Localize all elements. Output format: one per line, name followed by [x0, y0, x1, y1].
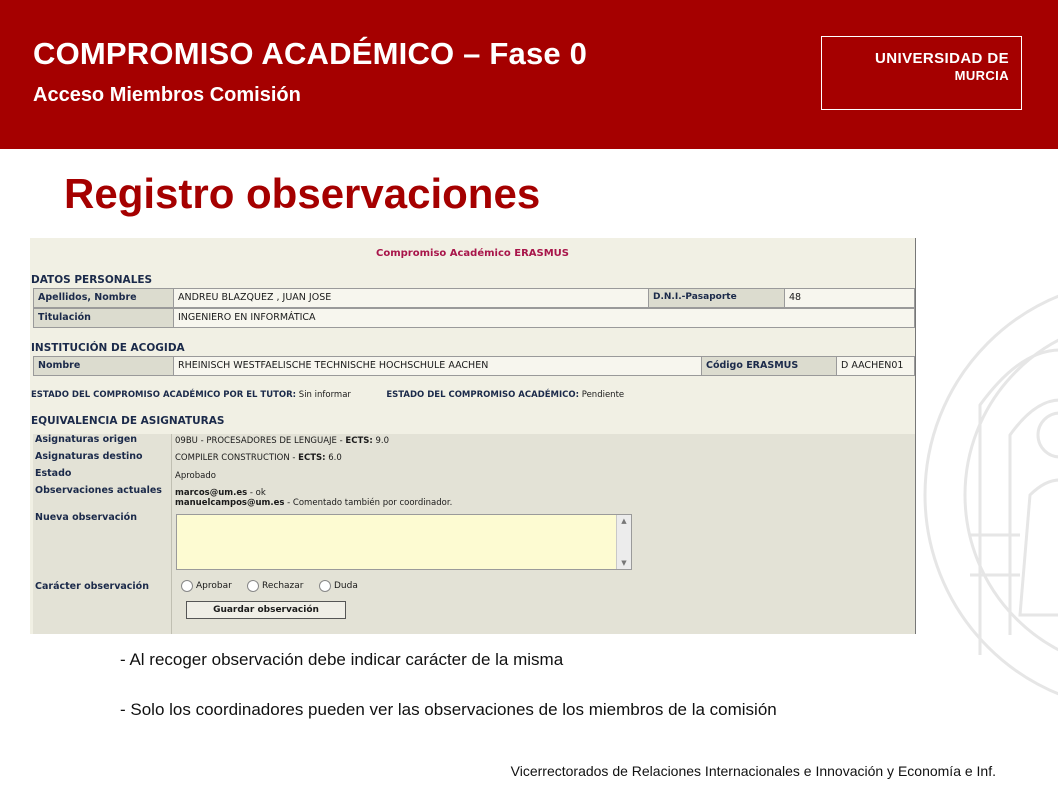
slide-title: COMPROMISO ACADÉMICO – Fase 0	[33, 36, 588, 71]
titulacion-row	[33, 308, 915, 328]
note-1: - Al recoger observación debe indicar carácter de la misma	[120, 650, 564, 669]
scroll-up-icon[interactable]: ▲	[621, 517, 627, 525]
codigo-label: Código ERASMUS	[702, 357, 837, 375]
obs1-text: - ok	[249, 488, 266, 498]
column-divider	[171, 434, 172, 634]
slide-subtitle: Acceso Miembros Comisión	[33, 84, 301, 106]
titulacion-value: INGENIERO EN INFORMÁTICA	[174, 309, 914, 327]
form-screenshot	[30, 238, 916, 634]
dni-value: 48	[785, 289, 914, 307]
estado-eq-label: Estado	[35, 468, 72, 479]
estado-tutor-label: ESTADO DEL COMPROMISO ACADÉMICO POR EL TUTOR:	[31, 390, 297, 400]
destino-ects-value: 6.0	[328, 453, 342, 463]
radio-rechazar[interactable]	[247, 580, 304, 592]
equivalencia-box	[33, 434, 915, 634]
form-title: Compromiso Académico ERASMUS	[376, 248, 569, 259]
estado-tutor-value: Sin informar	[298, 390, 351, 400]
apellidos-label: Apellidos, Nombre	[34, 289, 174, 307]
obs1-user: marcos@um.es	[175, 488, 248, 498]
radio-duda[interactable]	[319, 580, 358, 592]
seal-watermark-icon	[910, 235, 1058, 755]
obs-entry-1	[175, 488, 266, 498]
origen-value	[175, 436, 389, 446]
radio-aprobar[interactable]	[181, 580, 232, 592]
estado-label: ESTADO DEL COMPROMISO ACADÉMICO:	[386, 390, 580, 400]
titulacion-label: Titulación	[34, 309, 174, 327]
obs-actuales-label: Observaciones actuales	[35, 485, 162, 496]
header-band	[0, 0, 1058, 149]
nombre-value: RHEINISCH WESTFAELISCHE TECHNISCHE HOCHSCHULE AACHEN	[174, 357, 702, 375]
estado-value: Pendiente	[581, 390, 625, 400]
nombre-label: Nombre	[34, 357, 174, 375]
obs-entry-2	[175, 498, 452, 508]
estado-status-line	[31, 390, 624, 400]
codigo-value: D AACHEN01	[837, 357, 914, 375]
institucion-row	[33, 356, 915, 376]
radio-duda-label: Duda	[334, 581, 358, 591]
guardar-observacion-button[interactable]: Guardar observación	[186, 601, 346, 619]
logo-line-2: MURCIA	[954, 68, 1009, 83]
institucion-heading: INSTITUCIÓN DE ACOGIDA	[31, 342, 185, 354]
apellidos-row	[33, 288, 915, 308]
destino-value	[175, 453, 342, 463]
dni-label: D.N.I.-Pasaporte	[649, 289, 785, 307]
radio-aprobar-label: Aprobar	[196, 581, 232, 591]
caracter-label: Carácter observación	[35, 581, 149, 592]
destino-subject: COMPILER CONSTRUCTION -	[175, 453, 296, 463]
origen-label: Asignaturas origen	[35, 434, 138, 445]
section-title: Registro observaciones	[64, 170, 541, 217]
university-logo	[821, 36, 1022, 110]
datos-personales-heading: DATOS PERSONALES	[31, 274, 153, 286]
nueva-obs-label: Nueva observación	[35, 512, 137, 523]
note-2: - Solo los coordinadores pueden ver las observaciones de los miembros de la comisión	[120, 700, 777, 719]
scroll-down-icon[interactable]: ▼	[621, 559, 627, 567]
nueva-observacion-textarea[interactable]	[176, 514, 632, 570]
footer-text: Vicerrectorados de Relaciones Internacionales e Innovación y Economía e Inf.	[510, 763, 996, 779]
origen-ects-value: 9.0	[375, 436, 390, 446]
equivalencia-heading: EQUIVALENCIA DE ASIGNATURAS	[31, 415, 225, 427]
destino-label: Asignaturas destino	[35, 451, 143, 462]
obs2-text: - Comentado también por coordinador.	[287, 498, 453, 508]
apellidos-value: ANDREU BLAZQUEZ , JUAN JOSE	[174, 289, 649, 307]
estado-eq-value: Aprobado	[175, 471, 216, 481]
radio-rechazar-label: Rechazar	[262, 581, 304, 591]
origen-ects-label: ECTS:	[345, 436, 373, 446]
radio-duda-icon[interactable]	[319, 580, 331, 592]
radio-aprobar-icon[interactable]	[181, 580, 193, 592]
textarea-scrollbar[interactable]	[616, 515, 631, 569]
origen-subject: 09BU - PROCESADORES DE LENGUAJE -	[175, 436, 343, 446]
logo-line-1: UNIVERSIDAD DE	[875, 50, 1009, 67]
destino-ects-label: ECTS:	[298, 453, 326, 463]
obs2-user: manuelcampos@um.es	[175, 498, 285, 508]
radio-rechazar-icon[interactable]	[247, 580, 259, 592]
